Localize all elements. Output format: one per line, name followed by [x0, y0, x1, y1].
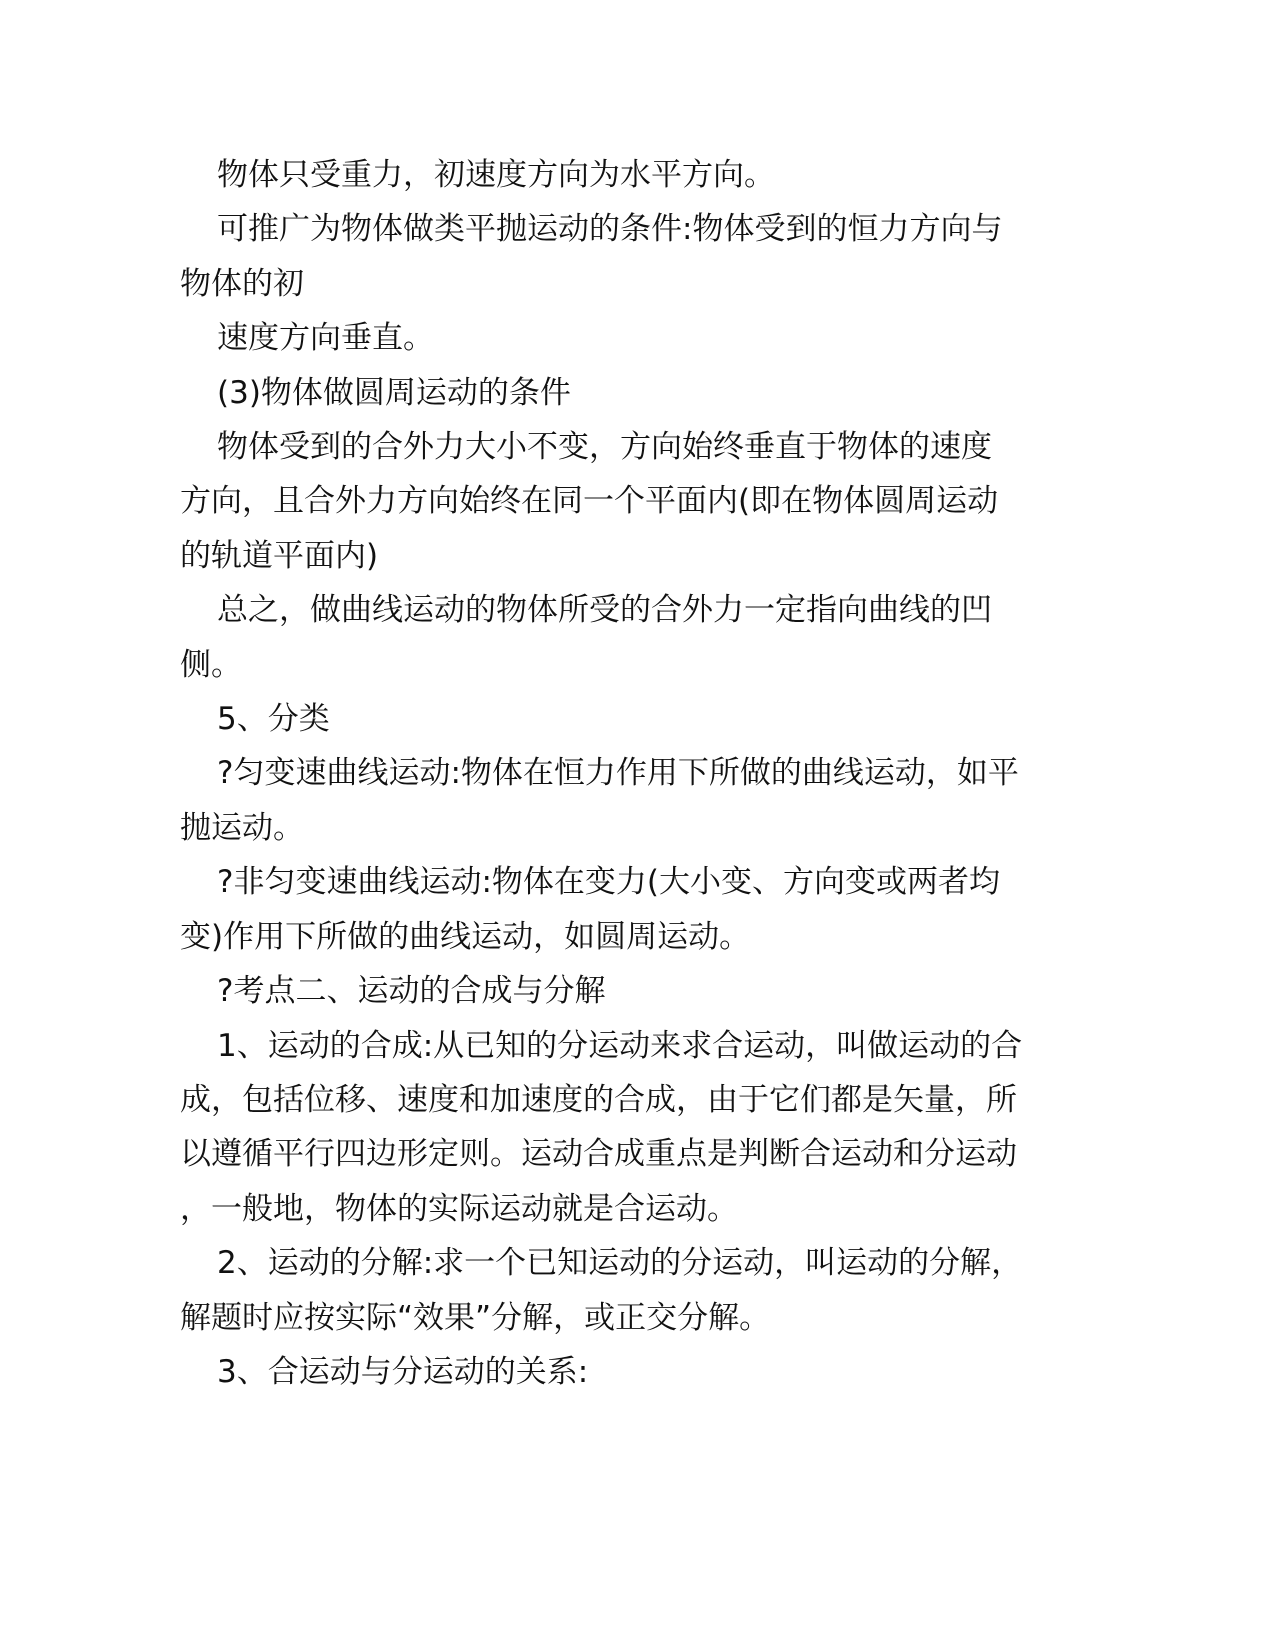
paragraph-generalized-condition: 可推广为物体做类平抛运动的条件:物体受到的恒力方向与 物体的初 [180, 211, 1003, 302]
paragraph-uniform-curvilinear: ?匀变速曲线运动:物体在恒力作用下所做的曲线运动，如平 抛运动。 [180, 755, 1019, 846]
paragraph-nonuniform-curvilinear: ?非匀变速曲线运动:物体在变力(大小变、方向变或两者均 变)作用下所做的曲线运动，如圆周运动。 [180, 864, 1000, 955]
paragraph-decomposition: 2、运动的分解:求一个已知运动的分运动，叫运动的分解， 解题时应按实际“效果”分解，或正交分解。 [180, 1245, 1023, 1336]
paragraph-velocity-perpendicular: 速度方向垂直。 [217, 320, 434, 357]
paragraph-circular-motion-force: 物体受到的合外力大小不变，方向始终垂直于物体的速度 方向，且合外力方向始终在同一个平面内(即在物体圆周运动 的轨道平面内) [180, 429, 999, 574]
heading-topic-two: ?考点二、运动的合成与分解 [217, 973, 606, 1010]
paragraph-projectile-condition: 物体只受重力，初速度方向为水平方向。 [217, 157, 775, 193]
document-body [180, 148, 1050, 1399]
paragraph-relationship: 3、合运动与分运动的关系: [217, 1353, 589, 1390]
paragraph-composition: 1、运动的合成:从已知的分运动来求合运动，叫做运动的合 成，包括位移、速度和加速度的合成，由于它们都是矢量，所 以遵循平行四边形定则。运动合成重点是判断合运动和分运动 ，一般地，物体的实际运动就是合运动。 [180, 1027, 1023, 1227]
paragraph-summary: 总之，做曲线运动的物体所受的合外力一定指向曲线的凹 侧。 [180, 592, 992, 683]
heading-circular-motion-condition: (3)物体做圆周运动的条件 [217, 374, 571, 411]
heading-classification: 5、分类 [217, 701, 330, 738]
